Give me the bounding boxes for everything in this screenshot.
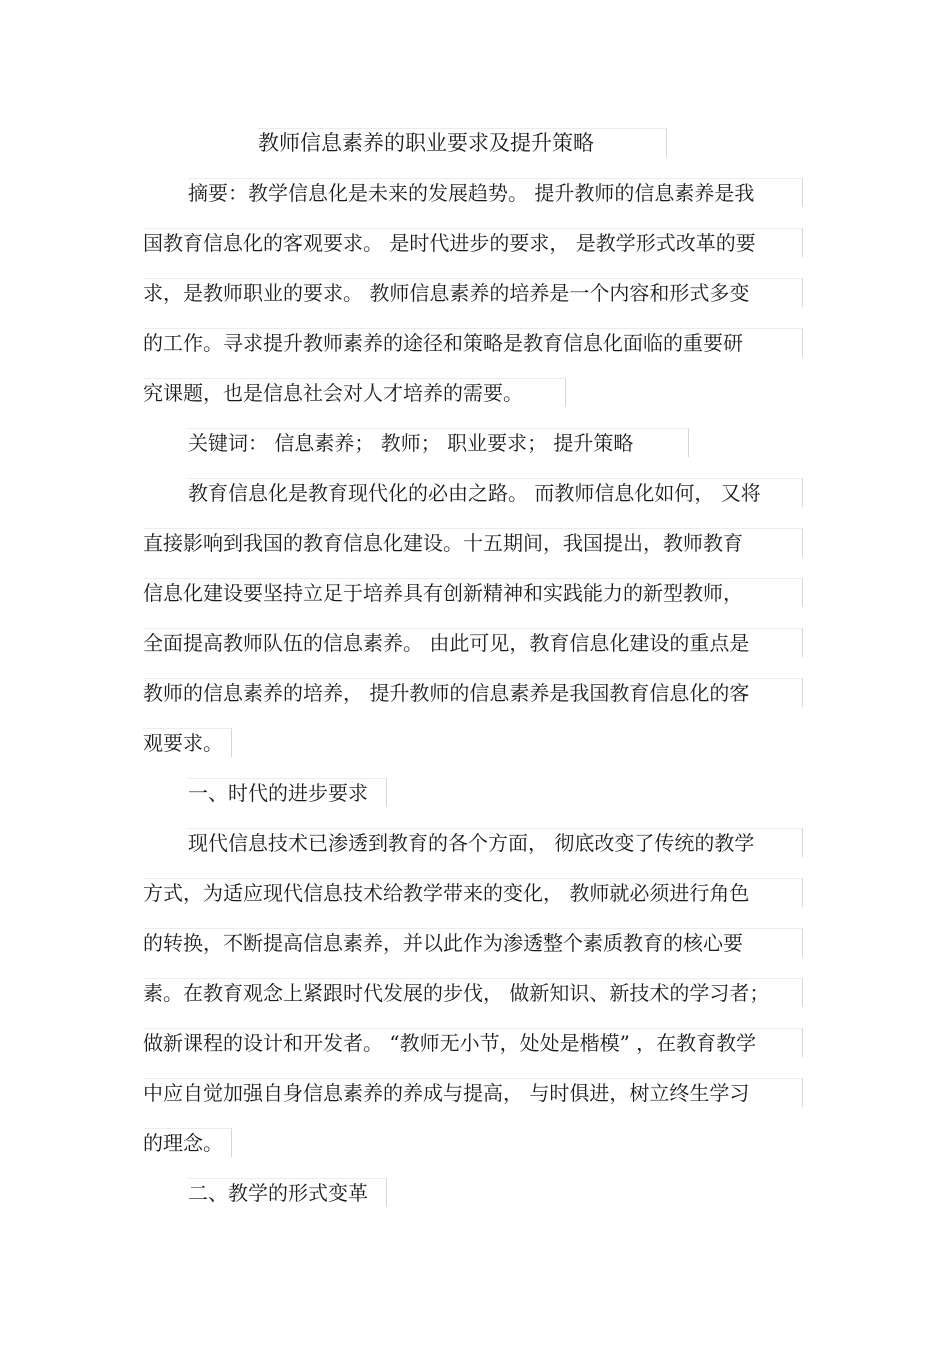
- body-line: 信息化建设要坚持立足于培养具有创新精神和实践能力的新型教师，: [143, 578, 803, 607]
- section-heading: 一、时代的进步要求: [188, 778, 387, 807]
- section-heading: 二、教学的形式变革: [188, 1178, 387, 1207]
- body-line: 现代信息技术已渗透到教育的各个方面， 彻底改变了传统的教学: [188, 828, 803, 857]
- body-line: 素。在教育观念上紧跟时代发展的步伐， 做新知识、新技术的学习者；: [143, 978, 803, 1007]
- keywords-line: 关键词： 信息素养； 教师； 职业要求； 提升策略: [188, 428, 689, 457]
- abstract-line: 国教育信息化的客观要求。 是时代进步的要求， 是教学形式改革的要: [143, 228, 803, 257]
- abstract-line: 求，是教师职业的要求。 教师信息素养的培养是一个内容和形式多变: [143, 278, 803, 307]
- body-line: 中应自觉加强自身信息素养的养成与提高， 与时俱进，树立终生学习: [143, 1078, 803, 1107]
- body-line: 全面提高教师队伍的信息素养。 由此可见，教育信息化建设的重点是: [143, 628, 803, 657]
- abstract-line: 摘要：教学信息化是未来的发展趋势。 提升教师的信息素养是我: [188, 178, 803, 207]
- body-line: 的理念。: [143, 1128, 232, 1157]
- body-line: 做新课程的设计和开发者。 “教师无小节，处处是楷模” ，在教育教学: [143, 1028, 803, 1057]
- abstract-line: 的工作。寻求提升教师素养的途径和策略是教育信息化面临的重要研: [143, 328, 803, 357]
- body-line: 教育信息化是教育现代化的必由之路。 而教师信息化如何， 又将: [188, 478, 803, 507]
- abstract-line: 究课题，也是信息社会对人才培养的需要。: [143, 378, 566, 407]
- body-line: 教师的信息素养的培养， 提升教师的信息素养是我国教育信息化的客: [143, 678, 803, 707]
- body-line: 方式，为适应现代信息技术给教学带来的变化， 教师就必须进行角色: [143, 878, 803, 907]
- body-line: 的转换，不断提高信息素养，并以此作为渗透整个素质教育的核心要: [143, 928, 803, 957]
- body-line: 直接影响到我国的教育信息化建设。十五期间，我国提出，教师教育: [143, 528, 803, 557]
- body-line: 观要求。: [143, 728, 232, 757]
- document-title: 教师信息素养的职业要求及提升策略: [258, 128, 667, 157]
